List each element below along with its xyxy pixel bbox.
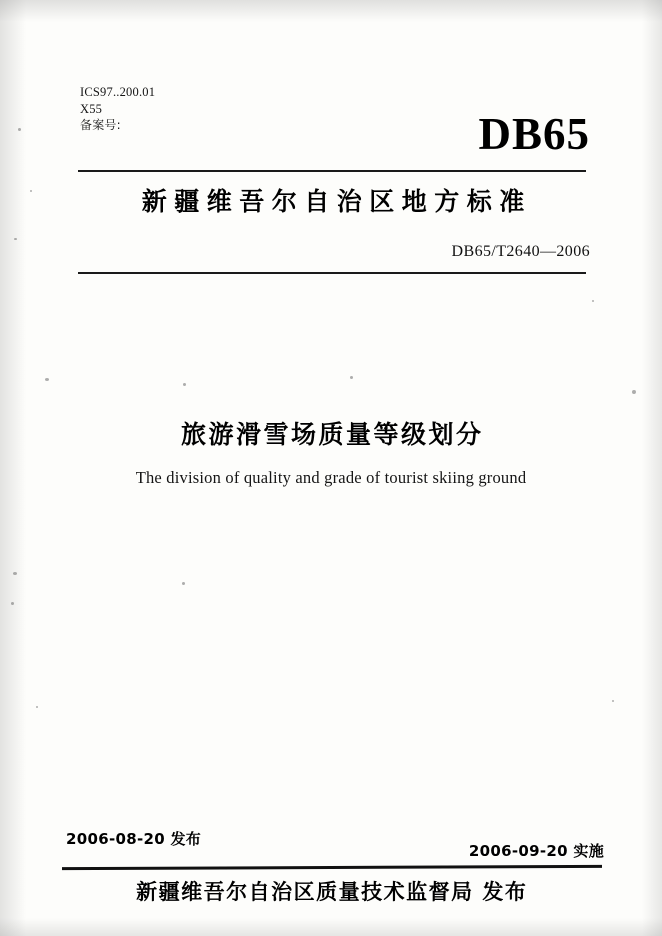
record-number-label: 备案号: (80, 118, 121, 132)
scan-edge-shadow-bottom (0, 918, 662, 936)
document-title-cn: 旅游滑雪场质量等级划分 (180, 420, 484, 449)
scan-speck (592, 300, 594, 302)
scan-speck (612, 700, 614, 702)
divider-bottom (62, 865, 602, 870)
scan-speck (632, 390, 636, 394)
divider-top (78, 170, 586, 172)
scan-speck (14, 238, 17, 240)
ics-number: ICS97..200.01 (80, 85, 156, 99)
issuing-authority-title: 新疆维吾尔自治区地方标准 (141, 187, 532, 216)
scan-speck (183, 383, 186, 386)
document-title-en: The division of quality and grade of tourist skiing ground (135, 468, 527, 487)
scan-speck (13, 572, 17, 575)
standard-mark-db65: DB65 (478, 109, 590, 159)
scan-speck (30, 190, 32, 192)
scan-speck (11, 602, 14, 605)
scan-speck (182, 582, 185, 585)
publisher-line: 新疆维吾尔自治区质量技术监督局 发布 (136, 880, 528, 904)
classification-code: X55 (80, 101, 103, 116)
scan-speck (18, 128, 21, 131)
scan-speck (45, 378, 49, 381)
divider-under-code (78, 272, 586, 274)
standard-code: DB65/T2640—2006 (451, 243, 590, 260)
scan-edge-shadow-top (0, 0, 662, 22)
effective-date: 2006-09-20 实施 (468, 842, 604, 860)
scan-speck (36, 706, 38, 708)
scan-speck (350, 376, 353, 379)
issue-date: 2006-08-20 发布 (66, 830, 202, 848)
header-metadata-block (80, 84, 155, 134)
